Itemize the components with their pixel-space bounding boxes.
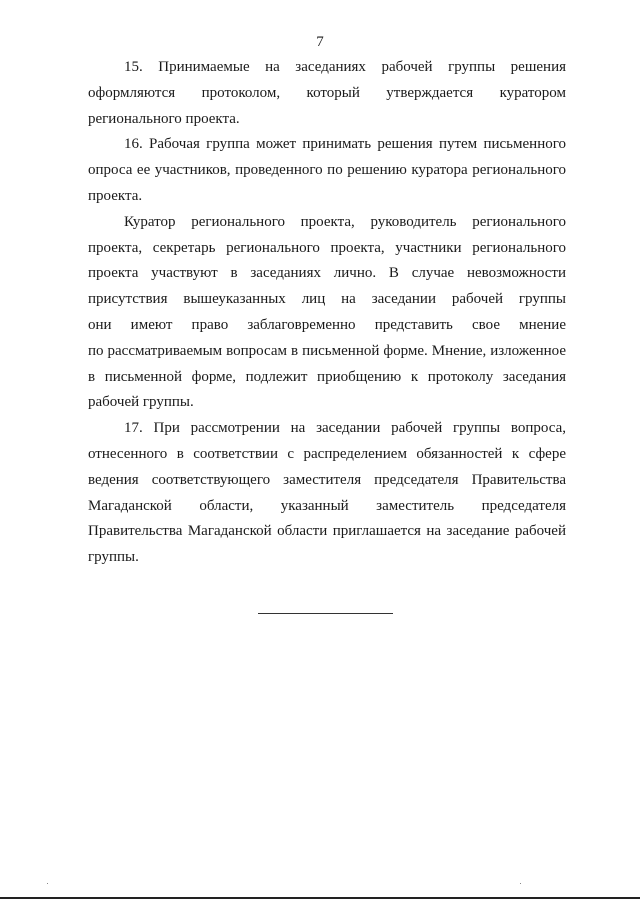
text-line: ведения соответствующего заместителя председателя Правительства [88,471,566,488]
text-line: регионального проекта. [88,110,240,127]
text-line: проекта участвуют в заседаниях лично. В случае невозможности [88,265,566,282]
text-line: Магаданской области, указанный заместитель председателя [88,497,566,514]
scan-speck [47,883,48,884]
paragraph-16-participants [88,210,566,416]
page-bottom-edge [0,897,640,899]
document-body [88,55,566,571]
text-line: по рассматриваемым вопросам в письменной форме. Мнение, изложенное [88,342,566,359]
text-line: 17. При рассмотрении на заседании рабочей группы вопроса, [124,420,566,437]
end-separator-line [258,613,393,614]
text-line: проекта, секретарь регионального проекта, участники регионального [88,239,566,256]
text-line: рабочей группы. [88,394,194,411]
text-line: проекта. [88,187,143,204]
text-line: 16. Рабочая группа может принимать решения путем письменного [124,136,566,153]
text-line: в письменной форме, подлежит приобщению к протоколу заседания [88,368,566,385]
page-number: 7 [316,34,324,50]
text-line: 15. Принимаемые на заседаниях рабочей группы решения [124,59,566,75]
text-line: Куратор регионального проекта, руководитель регионального [124,213,566,230]
text-line: оформляются протоколом, который утверждается куратором [88,84,566,101]
text-line: опроса ее участников, проведенного по решению куратора регионального [88,162,566,179]
paragraph-15 [88,55,566,132]
paragraph-17 [88,416,566,571]
text-line: Правительства Магаданской области приглашается на заседание рабочей [88,523,566,540]
scan-speck [520,883,521,884]
text-line: отнесенного в соответствии с распределением обязанностей к сфере [88,445,566,462]
text-line: они имеют право заблаговременно представить свое мнение [88,316,566,333]
text-line: группы. [88,549,139,566]
text-line: присутствия вышеуказанных лиц на заседании рабочей группы [88,291,566,308]
paragraph-16 [88,132,566,209]
